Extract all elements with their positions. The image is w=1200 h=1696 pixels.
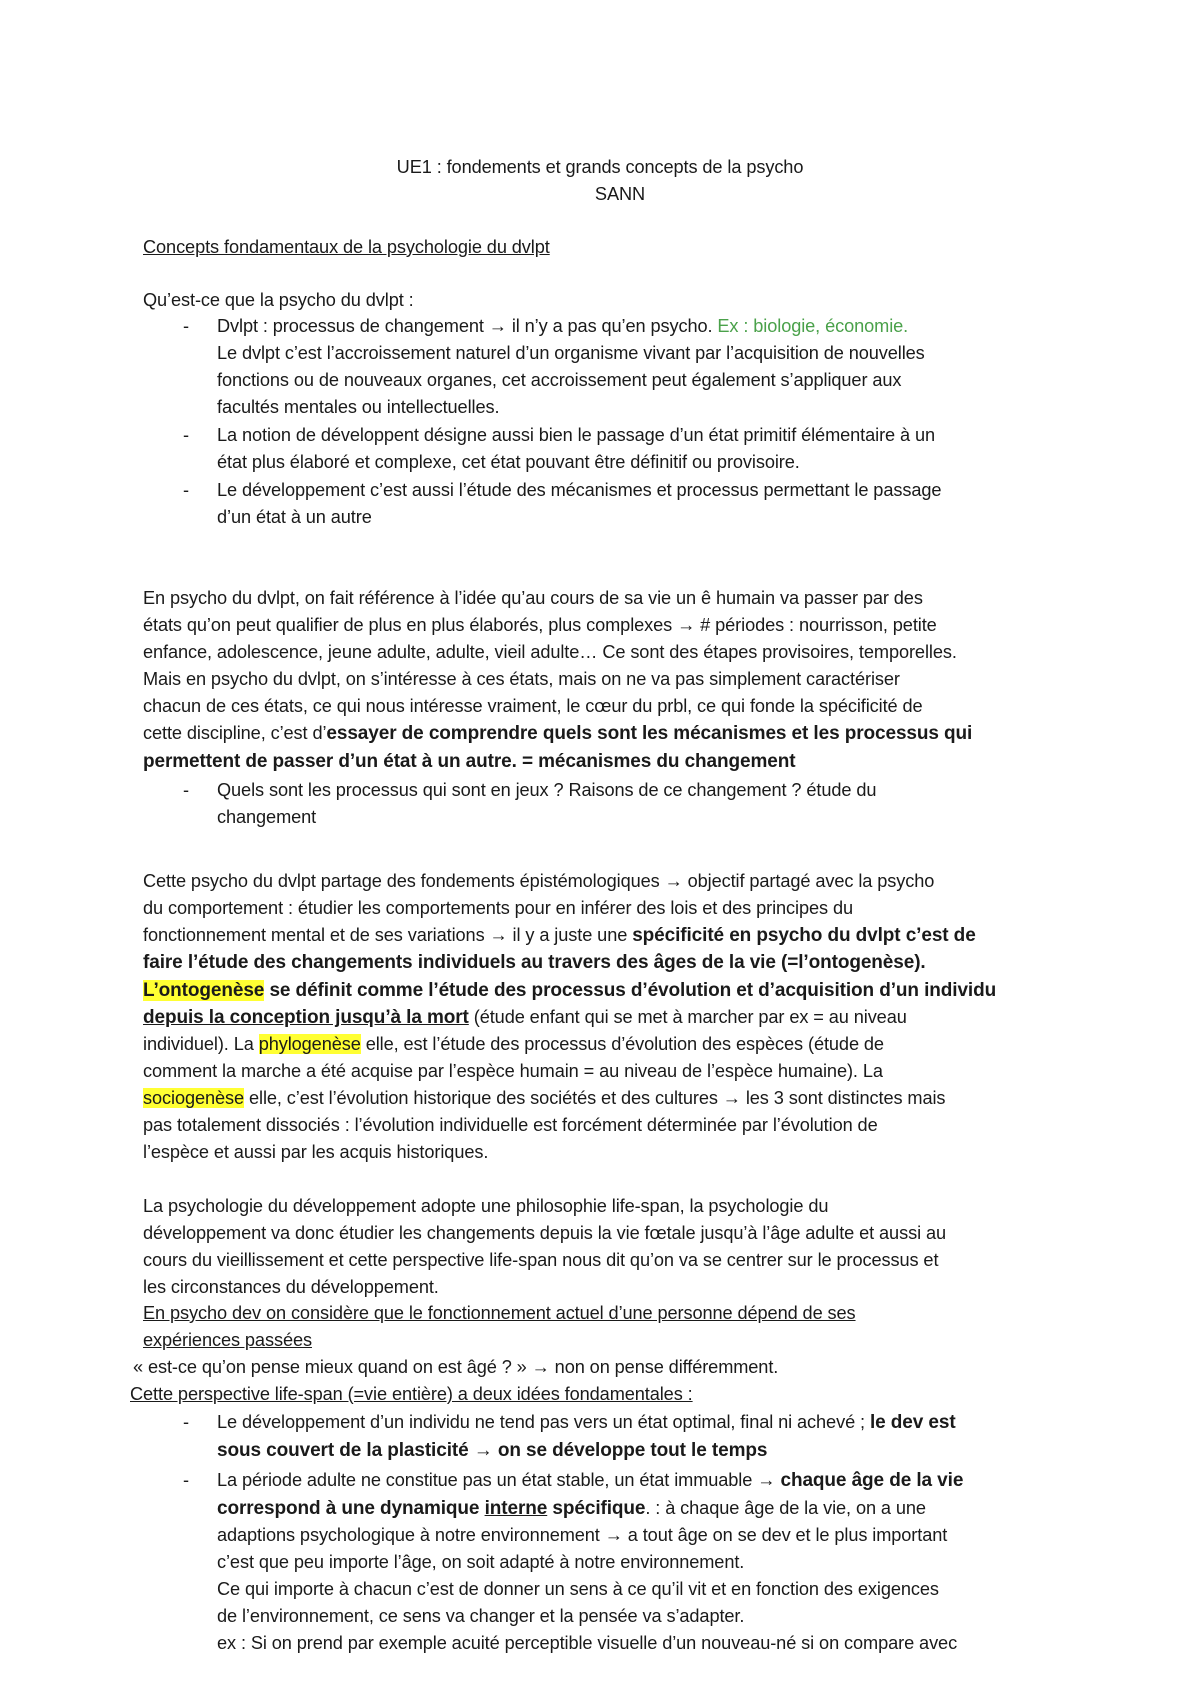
para-3-line-5: L’ontogenèse se définit comme l’étude des processus d’évolution et d’acquisition d’un individu [143, 980, 997, 1001]
bullet-2-line-2: état plus élaboré et complexe, cet état pouvant être définitif ou provisoire. [217, 452, 800, 472]
bullet-3-line-1: Le développement c’est aussi l’étude des mécanismes et processus permettant le passage [217, 480, 942, 500]
para-2-line-1: En psycho du dvlpt, on fait référence à l’idée qu’au cours de sa vie un ê humain va passer par des [143, 588, 923, 608]
arrow-icon: → [473, 1440, 493, 1461]
highlight-phylogenese: phylogenèse [258, 1034, 361, 1054]
para-4-line-6: expériences passées [143, 1330, 312, 1350]
bullet-dash: - [183, 1412, 190, 1432]
arrow-icon: → [757, 1470, 776, 1490]
bullet-6-line-7: ex : Si on prend par exemple acuité perceptible visuelle d’un nouveau-né si on compare avec [217, 1633, 958, 1653]
para-4-line-1: La psychologie du développement adopte une philosophie life-span, la psychologie du [143, 1196, 829, 1216]
para-2-line-4: Mais en psycho du dvlpt, on s’intéresse à ces états, mais on ne va pas simplement caractériser [143, 669, 900, 689]
bullet-6-line-2: correspond à une dynamique interne spécifique. : à chaque âge de la vie, on a une [217, 1498, 926, 1519]
arrow-icon: → [489, 925, 508, 945]
para-3-line-8: comment la marche a été acquise par l’espèce humain = au niveau de l’espèce humaine). La [143, 1061, 883, 1081]
para-4-line-5: En psycho dev on considère que le fonctionnement actuel d’une personne dépend de ses [143, 1303, 856, 1323]
bullet-1-line-3: fonctions ou de nouveaux organes, cet accroissement peut également s’appliquer aux [217, 370, 902, 390]
para-4-line-8: Cette perspective life-span (=vie entière) a deux idées fondamentales : [130, 1384, 693, 1404]
para-4-line-4: les circonstances du développement. [143, 1277, 439, 1297]
bullet-6-line-3: adaptions psychologique à notre environnement → a tout âge on se dev et le plus important [217, 1525, 948, 1545]
bullet-6-line-5: Ce qui importe à chacun c’est de donner un sens à ce qu’il vit et en fonction des exigences [217, 1579, 939, 1599]
bullet-5-line-1: Le développement d’un individu ne tend pas vers un état optimal, final ni achevé ; le dev est [217, 1412, 956, 1433]
para-3-line-10: pas totalement dissociés : l’évolution individuelle est forcément déterminée par l’évolution de [143, 1115, 878, 1135]
para-4-line-3: cours du vieillissement et cette perspective life-span nous dit qu’on va se centrer sur le processus et [143, 1250, 939, 1270]
bullet-dash: - [183, 316, 190, 336]
arrow-icon: → [604, 1525, 623, 1545]
bullet-6-line-4: c’est que peu importe l’âge, on soit adapté à notre environnement. [217, 1552, 745, 1572]
bullet-6-line-1: La période adulte ne constitue pas un état stable, un état immuable → chaque âge de la vie [217, 1470, 964, 1491]
arrow-icon: → [677, 615, 696, 635]
para-3-line-2: du comportement : étudier les comportements pour en inférer des lois et des principes du [143, 898, 853, 918]
bullet-dash: - [183, 1470, 190, 1490]
bullet-1-line-4: facultés mentales ou intellectuelles. [217, 397, 500, 417]
arrow-icon: → [722, 1088, 741, 1108]
arrow-icon: → [664, 871, 683, 891]
para-4-line-7: « est-ce qu’on pense mieux quand on est âgé ? » → non on pense différemment. [133, 1357, 779, 1377]
bullet-1-line-2: Le dvlpt c’est l’accroissement naturel d’un organisme vivant par l’acquisition de nouvelles [217, 343, 925, 363]
bullet-4-line-1: Quels sont les processus qui sont en jeux ? Raisons de ce changement ? étude du [217, 780, 877, 800]
bullet-dash: - [183, 780, 190, 800]
para-2-line-5: chacun de ces états, ce qui nous intéresse vraiment, le cœur du prbl, ce qui fonde la spécificité de [143, 696, 923, 716]
para-2-line-6: cette discipline, c’est d’essayer de comprendre quels sont les mécanismes et les processus qui [143, 723, 973, 744]
para-3-line-7: individuel). La phylogenèse elle, est l’étude des processus d’évolution des espèces (étude de [143, 1034, 884, 1054]
highlight-ontogenese: L’ontogenèse [143, 980, 265, 1001]
bullet-5-line-2: sous couvert de la plasticité → on se développe tout le temps [217, 1440, 768, 1461]
para-3-line-3: fonctionnement mental et de ses variations → il y a juste une spécificité en psycho du dvlpt c’est de [143, 925, 976, 946]
section-heading: Concepts fondamentaux de la psychologie du dvlpt [143, 237, 550, 257]
para-3-line-6: depuis la conception jusqu’à la mort (étude enfant qui se met à marcher par ex = au niveau [143, 1007, 907, 1028]
arrow-icon: → [488, 316, 507, 336]
para-4-line-2: développement va donc étudier les changements depuis la vie fœtale jusqu’à l’âge adulte et aussi au [143, 1223, 946, 1243]
highlight-sociogenese: sociogenèse [143, 1088, 245, 1108]
bullet-4-line-2: changement [217, 807, 317, 827]
para-2-line-7: permettent de passer d’un état à un autre. = mécanismes du changement [143, 751, 796, 772]
question-heading: Qu’est-ce que la psycho du dvlpt : [143, 290, 414, 310]
para-3-line-4: faire l’étude des changements individuels au travers des âges de la vie (=l’ontogenèse). [143, 952, 926, 973]
bullet-6-line-6: de l’environnement, ce sens va changer et la pensée va s’adapter. [217, 1606, 745, 1626]
bullet-2-line-1: La notion de développent désigne aussi bien le passage d’un état primitif élémentaire à un [217, 425, 935, 445]
para-3-line-11: l’espèce et aussi par les acquis historiques. [143, 1142, 489, 1162]
bullet-3-line-2: d’un état à un autre [217, 507, 372, 527]
bullet-dash: - [183, 425, 190, 445]
arrow-icon: → [531, 1357, 550, 1377]
para-2-line-2: états qu’on peut qualifier de plus en plus élaborés, plus complexes → # périodes : nourrisson, petite [143, 615, 937, 635]
para-3-line-9: sociogenèse elle, c’est l’évolution historique des sociétés et des cultures → les 3 sont distinctes mais [143, 1088, 946, 1108]
bullet-1-line-1: Dvlpt : processus de changement → il n’y a pas qu’en psycho. Ex : biologie, économie. [217, 316, 909, 336]
page-title: UE1 : fondements et grands concepts de la psycho [396, 157, 804, 177]
author: SANN [594, 184, 646, 204]
bullet-dash: - [183, 480, 190, 500]
para-3-line-1: Cette psycho du dvlpt partage des fondements épistémologiques → objectif partagé avec la psycho [143, 871, 935, 891]
para-2-line-3: enfance, adolescence, jeune adulte, adulte, vieil adulte… Ce sont des étapes provisoires, temporelles. [143, 642, 957, 662]
